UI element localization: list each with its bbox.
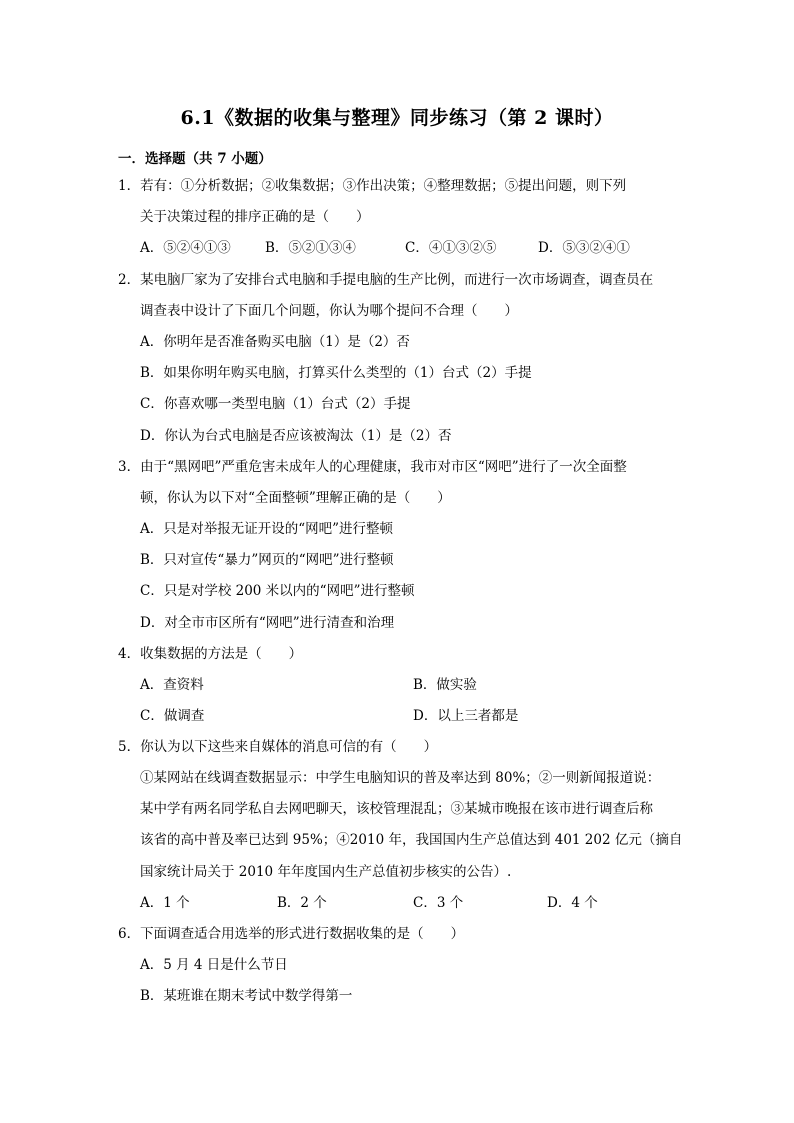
option-c[interactable]: C．④①③②⑤ (405, 240, 497, 256)
option-b[interactable]: B．只对宣传“暴力”网页的“网吧”进行整顿 (140, 552, 394, 568)
question-4-options-row1 (140, 675, 477, 695)
option-d[interactable]: D．4 个 (547, 895, 598, 911)
option-c[interactable]: C．你喜欢哪一类型电脑（1）台式（2）手提 (140, 396, 411, 412)
option-a[interactable]: A．你明年是否准备购买电脑（1）是（2）否 (140, 334, 410, 350)
option-a[interactable]: A．5 月 4 日是什么节日 (140, 957, 288, 973)
option-a[interactable]: A．⑤②④①③ (140, 240, 231, 256)
question-5-text-cont: 该省的高中普及率已达到 95%；④2010 年，我国国内生产总值达到 401 202 亿元（摘自 (140, 832, 683, 848)
question-5-options (140, 893, 598, 913)
option-c[interactable]: C．3 个 (413, 895, 464, 911)
option-b[interactable]: B．2 个 (277, 895, 327, 911)
option-d[interactable]: D．你认为台式电脑是否应该被淘汰（1）是（2）否 (140, 428, 452, 444)
option-a[interactable]: A．1 个 (140, 895, 190, 911)
option-d[interactable]: D．对全市市区所有“网吧”进行清查和治理 (140, 615, 395, 631)
question-5-text-cont: 国家统计局关于 2010 年年度国内生产总值初步核实的公告）. (140, 864, 512, 880)
question-3-text: 3．由于“黑网吧”严重危害未成年人的心理健康，我市对市区“网吧”进行了一次全面整 (118, 459, 627, 475)
question-1-text: 1．若有：①分析数据；②收集数据；③作出决策；④整理数据；⑤提出问题，则下列 (118, 178, 627, 194)
page-title: 6.1《数据的收集与整理》同步练习（第 2 课时） (180, 107, 614, 129)
question-5-text-cont: ①某网站在线调查数据显示：中学生电脑知识的普及率达到 80%；②一则新闻报道说： (140, 770, 661, 786)
question-6-text: 6．下面调查适合用选举的形式进行数据收集的是（ ） (118, 926, 465, 942)
option-b[interactable]: B．某班谁在期末考试中数学得第一 (140, 988, 353, 1004)
option-d[interactable]: D．⑤③②④① (538, 240, 630, 256)
question-3-text-cont: 顿，你认为以下对“全面整顿”理解正确的是（ ） (140, 490, 451, 506)
question-2-text-cont: 调查表中设计了下面几个问题，你认为哪个提问不合理（ ） (140, 303, 518, 319)
question-1-options (140, 238, 630, 258)
question-5-text: 5．你认为以下这些来自媒体的消息可信的有（ ） (118, 739, 438, 755)
option-a[interactable]: A．查资料 (140, 677, 204, 693)
question-1-text-cont: 关于决策过程的排序正确的是（ ） (140, 209, 370, 225)
option-a[interactable]: A．只是对举报无证开设的“网吧”进行整顿 (140, 521, 394, 537)
question-4-options-row2 (140, 706, 518, 726)
question-4-text: 4．收集数据的方法是（ ） (118, 646, 303, 662)
option-c[interactable]: C．只是对学校 200 米以内的“网吧”进行整顿 (140, 583, 415, 599)
option-b[interactable]: B．如果你明年购买电脑，打算买什么类型的（1）台式（2）手提 (140, 365, 532, 381)
option-c[interactable]: C．做调查 (140, 708, 205, 724)
question-5-text-cont: 某中学有两名同学私自去网吧聊天，该校管理混乱；③某城市晚报在该市进行调查后称 (140, 801, 653, 817)
option-d[interactable]: D．以上三者都是 (413, 708, 519, 724)
option-b[interactable]: B．做实验 (413, 677, 477, 693)
option-b[interactable]: B．⑤②①③④ (265, 240, 356, 256)
section-heading: 一．选择题（共 7 小题） (118, 151, 272, 167)
question-2-text: 2．某电脑厂家为了安排台式电脑和手提电脑的生产比例，而进行一次市场调查，调查员在 (118, 272, 654, 288)
